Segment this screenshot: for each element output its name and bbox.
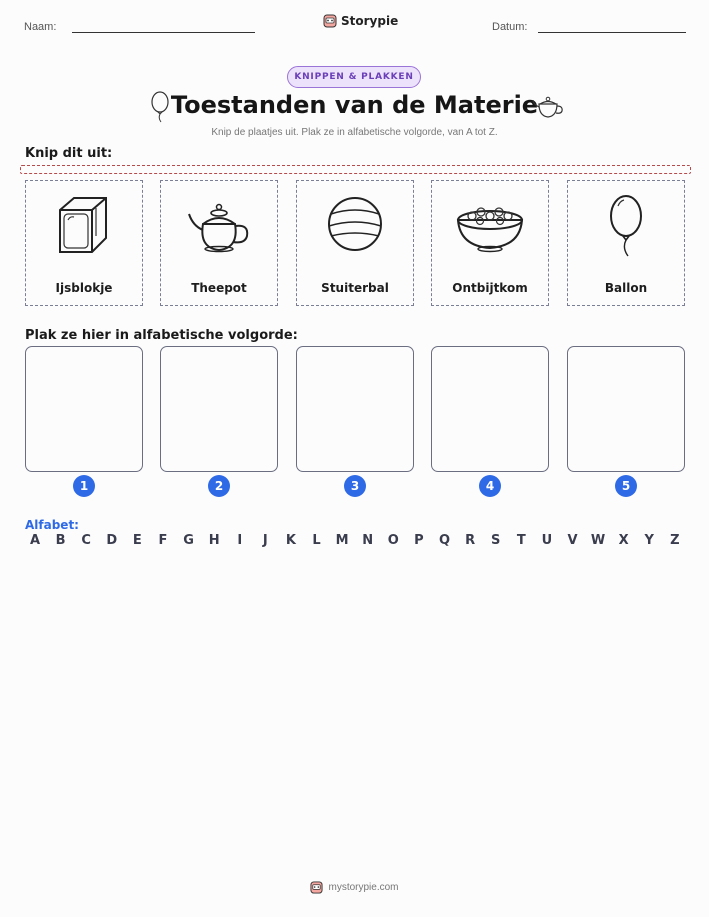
alphabet-letter: M [335,533,349,548]
number-badge: 3 [344,475,366,497]
number-badge: 4 [479,475,501,497]
cut-card-ice-cube[interactable] [25,180,143,306]
cut-card-bouncy-ball[interactable] [296,180,414,306]
alphabet-label: Alfabet: [25,518,79,532]
page-title: Toestanden van de Materie [170,91,539,119]
cut-card-label: Theepot [191,281,247,295]
alphabet-letter: C [81,533,91,548]
alphabet-letter: U [541,533,553,548]
paste-box-4[interactable] [431,346,549,472]
alphabet-letter: A [29,533,41,548]
cut-section-label: Knip dit uit: [25,146,113,161]
number-badge: 5 [615,475,637,497]
cut-card-teapot[interactable] [160,180,278,306]
paste-section-label: Plak ze hier in alfabetische volgorde: [25,328,298,343]
number-badge: 2 [208,475,230,497]
alphabet-letter: T [516,533,526,548]
cut-card-label: Stuiterbal [321,281,389,295]
paste-box-5[interactable] [567,346,685,472]
paste-box-2[interactable] [160,346,278,472]
alphabet-letter: O [387,533,399,548]
ice-cube-icon [44,186,124,266]
alphabet-letter: Y [644,533,654,548]
paste-box-1[interactable] [25,346,143,472]
alphabet-letter: D [106,533,118,548]
balloon-icon [586,186,666,266]
cut-card-label: Ontbijtkom [452,281,528,295]
cut-card-label: Ijsblokje [55,281,113,295]
storypie-mascot-icon [323,13,337,29]
date-label: Datum: [492,21,528,33]
alphabet-letter: Q [438,533,451,548]
alphabet-letter: K [285,533,296,548]
name-label: Naam: [24,21,57,33]
alphabet-letter: F [158,533,168,548]
number-badge: 1 [73,475,95,497]
alphabet-letter: N [362,533,374,548]
alphabet-letter: P [414,533,424,548]
bouncy-ball-icon [315,186,395,266]
alphabet-letter: R [465,533,476,548]
instructions: Knip de plaatjes uit. Plak ze in alfabetische volgorde, van A tot Z. [211,127,498,138]
cut-card-cereal-bowl[interactable] [431,180,549,306]
footer-url: mystorypie.com [328,882,399,893]
footer [0,880,709,895]
alphabet-letter: H [208,533,220,548]
cut-card-balloon[interactable] [567,180,685,306]
activity-badge: KNIPPEN & PLAKKEN [287,66,421,88]
cut-line [20,165,691,174]
alphabet-letter: E [132,533,142,548]
name-field[interactable] [72,32,255,33]
alphabet-letter: S [491,533,501,548]
alphabet-letter: I [237,533,243,548]
teapot-decoration-icon [531,92,565,120]
alphabet-letter: B [55,533,66,548]
alphabet-row [25,533,685,548]
storypie-logo [323,13,398,29]
alphabet-letter: L [312,533,321,548]
paste-box-3[interactable] [296,346,414,472]
date-field[interactable] [538,32,686,33]
storypie-mascot-icon [310,880,323,895]
alphabet-letter: W [590,533,606,548]
alphabet-letter: J [262,533,268,548]
cut-card-label: Ballon [604,281,648,295]
logo-text: Storypie [341,14,399,28]
cereal-bowl-icon [450,186,530,266]
teapot-icon [179,186,259,266]
alphabet-letter: V [567,533,578,548]
alphabet-letter: Z [670,533,680,548]
alphabet-letter: X [618,533,629,548]
alphabet-letter: G [183,533,194,548]
